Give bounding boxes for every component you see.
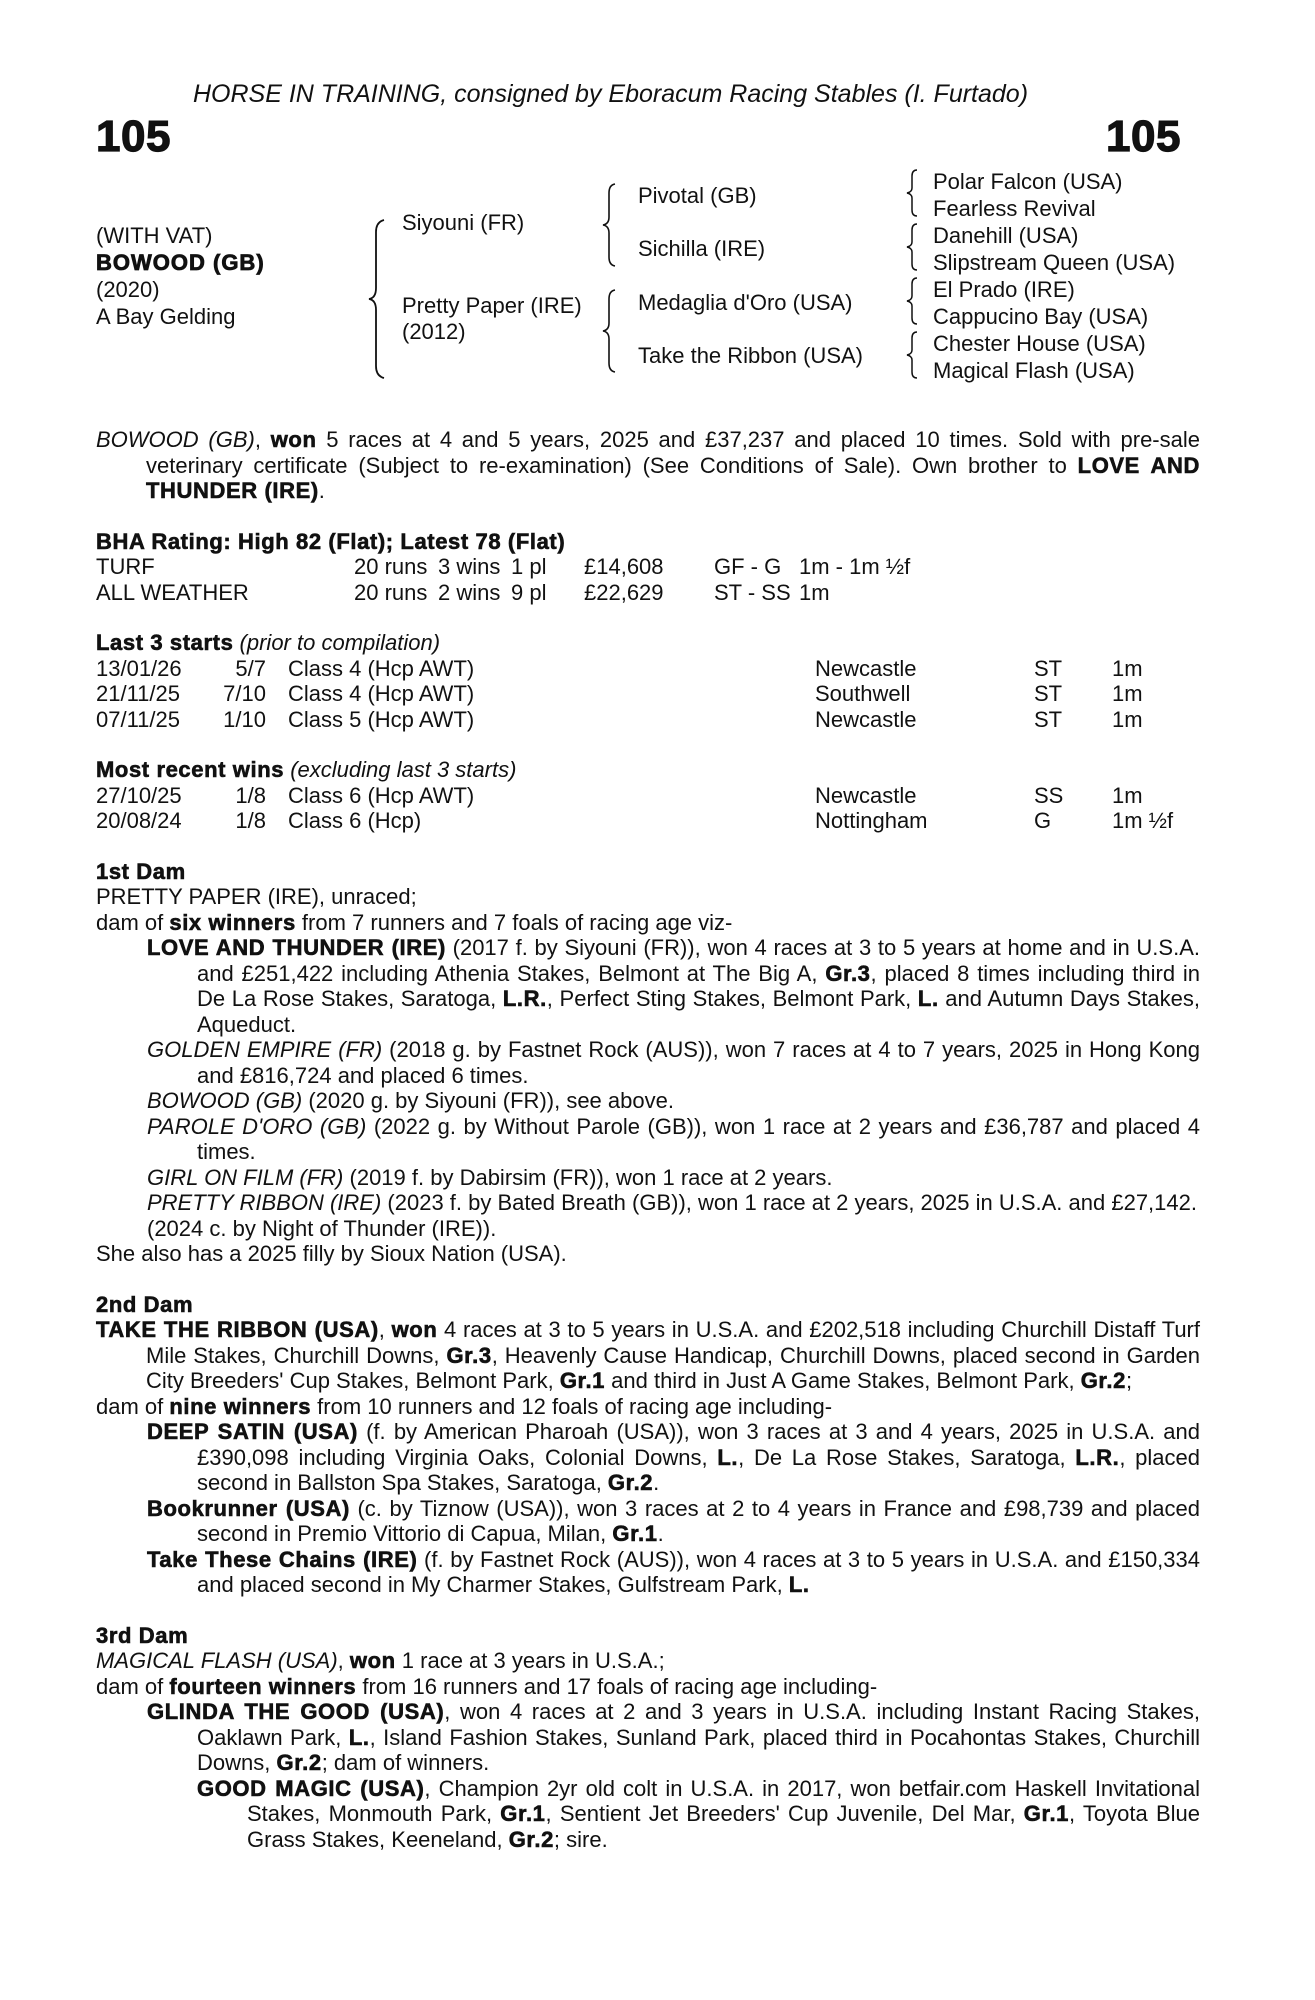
grade: Gr.2: [508, 1826, 554, 1852]
class-cell: Class 4 (Hcp AWT): [288, 681, 475, 706]
text: 4 races at 3 to 5 years in U.S.A. and £202,518 including Churchill Distaff Turf Mile Stakes, Churchill Downs,: [146, 1317, 1200, 1368]
text: (2023 f. by Bated Breath (GB)), won 1 race at 2 years, 2025 in U.S.A. and £27,142.: [381, 1190, 1197, 1215]
grade: Gr.2: [276, 1750, 322, 1775]
wins-cell: 2 wins: [438, 579, 501, 605]
won-label: won: [391, 1317, 438, 1342]
position-cell: 7/10: [223, 681, 266, 706]
grade: L.R.: [1075, 1444, 1120, 1470]
pedigree-brace-g3-1: [904, 168, 920, 218]
surface-cell: TURF: [96, 554, 155, 579]
grade: Gr.1: [559, 1368, 606, 1393]
text: , Perfect Sting Stakes, Belmont Park,: [546, 986, 918, 1011]
text: from 16 runners and 17 foals of racing age including-: [356, 1673, 878, 1699]
recent-wins-note: (excluding last 3 starts): [290, 757, 517, 782]
pedigree-sire-sire: Pivotal (GB): [638, 183, 757, 208]
pedigree-g3-2: Fearless Revival: [933, 196, 1096, 221]
recent-win-row: [96, 808, 1200, 834]
class-cell: Class 5 (Hcp AWT): [288, 706, 475, 732]
course-cell: Newcastle: [815, 655, 917, 681]
position-cell: 1/10: [223, 706, 266, 732]
text: from 7 runners and 7 foals of racing age viz-: [295, 909, 733, 935]
text: (2018 g. by Fastnet Rock (AUS)), won 7 races at 4 to 7 years, 2025 in Hong Kong and £816,724 and placed 6 times.: [197, 1037, 1200, 1088]
text: , Island Fashion Stakes, Sunland Park, placed third in Pocahontas Stakes, Churchill Downs,: [197, 1724, 1200, 1775]
rating-table: [96, 554, 1200, 605]
first-dam-heading: 1st Dam: [96, 858, 186, 884]
surface-cell: ST: [1034, 706, 1063, 732]
progeny-entry: [147, 1699, 1200, 1776]
runs-cell: 20 runs: [354, 554, 428, 579]
date-cell: 13/01/26: [96, 655, 182, 681]
vat-note: (WITH VAT): [96, 223, 213, 248]
last-start-row: [96, 707, 1200, 733]
lot-number-right: 105: [1106, 112, 1181, 161]
third-dam-name: MAGICAL FLASH (USA): [96, 1648, 338, 1673]
surface-cell: ALL WEATHER: [96, 579, 249, 605]
position-cell: 1/8: [235, 782, 266, 808]
progeny-entry: [147, 1496, 1200, 1547]
progeny-name: PAROLE D'ORO (GB): [147, 1113, 367, 1139]
distance-cell: 1m: [1112, 782, 1143, 808]
pedigree-brace-g3-3: [904, 276, 920, 326]
date-cell: 20/08/24: [96, 808, 182, 833]
recent-win-row: [96, 783, 1200, 809]
winners-count: six winners: [169, 909, 296, 935]
placed-cell: 9 pl: [511, 579, 547, 605]
recent-wins-heading: [96, 757, 1200, 783]
grade: L.: [717, 1444, 739, 1470]
text: .: [653, 1470, 660, 1495]
course-cell: Newcastle: [815, 782, 917, 808]
course-cell: Newcastle: [815, 706, 917, 732]
text: ,: [378, 1317, 392, 1342]
text: (2019 f. by Dabirsim (FR)), won 1 race at 2 years.: [343, 1164, 833, 1190]
wins-cell: 3 wins: [438, 554, 501, 579]
progeny-name: GIRL ON FILM (FR): [147, 1164, 344, 1190]
date-cell: 21/11/25: [96, 681, 181, 706]
last-starts-heading: [96, 630, 1200, 656]
text: , won 4 races at 2 and 3 years in U.S.A. including Instant Racing Stakes, Oaklawn Park,: [197, 1699, 1201, 1750]
lot-number-left: 105: [96, 112, 171, 161]
text: (2020 g. by Siyouni (FR)), see above.: [302, 1088, 674, 1113]
progeny-name: Bookrunner (USA): [147, 1495, 350, 1521]
pedigree-sire: Siyouni (FR): [402, 210, 525, 235]
summary-brother: LOVE AND THUNDER (IRE): [146, 452, 1200, 503]
grade: Gr.2: [1080, 1368, 1126, 1393]
placed-cell: 1 pl: [511, 554, 547, 579]
third-dam-record: [96, 1648, 1200, 1674]
pedigree-brace-gen1: [366, 218, 388, 380]
text: , Toyota Blue Grass Stakes, Keeneland,: [247, 1801, 1200, 1852]
text: dam of: [96, 1673, 170, 1699]
text: , De La Rose Stakes, Saratoga,: [738, 1444, 1076, 1470]
third-dam-heading: 3rd Dam: [96, 1622, 189, 1648]
last-start-row: [96, 656, 1200, 682]
pedigree-dam-sire: Medaglia d'Oro (USA): [638, 290, 853, 315]
text: ; sire.: [553, 1826, 608, 1852]
progeny-name: LOVE AND THUNDER (IRE): [147, 935, 446, 960]
progeny-entry: [147, 1037, 1200, 1088]
last-starts-note: (prior to compilation): [239, 630, 441, 655]
runs-cell: 20 runs: [354, 579, 428, 605]
class-cell: Class 6 (Hcp AWT): [288, 782, 475, 808]
summary-end: .: [318, 478, 325, 503]
pedigree-g3-3: Danehill (USA): [933, 223, 1079, 248]
recent-wins-title: Most recent wins: [96, 757, 285, 782]
rating-row: [96, 580, 1200, 606]
last-starts-table: [96, 656, 1200, 733]
text: (c. by Tiznow (USA)), won 3 races at 2 to 4 years in France and £98,739 and placed second in Premio Vittorio di Capua, Milan,: [197, 1495, 1200, 1546]
foaling-year: (2020): [96, 277, 160, 302]
grade: L.: [348, 1724, 370, 1750]
going-cell: GF - G: [714, 554, 782, 579]
grade: Gr.3: [825, 960, 871, 986]
surface-cell: ST: [1034, 681, 1063, 706]
pedigree-g3-4: Slipstream Queen (USA): [933, 250, 1176, 275]
text: ,: [337, 1648, 350, 1673]
text: (f. by American Pharoah (USA)), won 3 races at 3 and 4 years, 2025 in U.S.A. and £390,098 including Virginia Oaks, Colonial Downs,: [197, 1419, 1200, 1470]
surface-cell: ST: [1034, 655, 1063, 681]
progeny-entry: [147, 935, 1200, 1037]
going-cell: ST - SS: [714, 579, 791, 605]
text: 1 race at 3 years in U.S.A.;: [395, 1648, 665, 1673]
date-cell: 27/10/25: [96, 782, 182, 808]
progeny-entry-nested: [197, 1776, 1200, 1853]
progeny-name: GOOD MAGIC (USA): [197, 1775, 425, 1801]
text: , Heavenly Cause Handicap, Churchill Downs, placed second in Garden City Breeders' Cup Stakes, Belmont Park,: [146, 1342, 1200, 1393]
pedigree-dam-year: (2012): [402, 319, 466, 344]
text: (f. by Fastnet Rock (AUS)), won 4 races at 3 to 5 years in U.S.A. and £150,334 and placed second in My Charmer Stakes, Gulfstream Park,: [197, 1546, 1201, 1597]
progeny-entry: [147, 1088, 1200, 1114]
course-cell: Southwell: [815, 681, 911, 706]
distance-cell: 1m: [1112, 681, 1143, 706]
pedigree-brace-g3-4: [904, 330, 920, 380]
rating-row: [96, 554, 1200, 580]
surface-cell: G: [1034, 808, 1052, 833]
position-cell: 5/7: [235, 655, 266, 681]
progeny-name: DEEP SATIN (USA): [147, 1419, 358, 1444]
progeny-entry: [147, 1114, 1200, 1165]
summary-horse-name: BOWOOD (GB): [96, 427, 255, 452]
horse-identity: [96, 222, 265, 330]
date-cell: 07/11/25: [96, 706, 181, 732]
second-dam-name: TAKE THE RIBBON (USA): [96, 1317, 379, 1342]
distance-cell: 1m: [1112, 655, 1143, 681]
last-starts-title: Last 3 starts: [96, 630, 234, 655]
second-dam-heading: 2nd Dam: [96, 1291, 194, 1317]
grade: Gr.2: [607, 1470, 654, 1495]
won-label: won: [349, 1648, 396, 1673]
progeny-entry: [147, 1165, 1200, 1191]
horse-description: A Bay Gelding: [96, 304, 236, 329]
bha-rating-heading: BHA Rating: High 82 (Flat); Latest 78 (Flat): [96, 528, 566, 554]
second-dam-record: [96, 1317, 1200, 1394]
text: and third in Just A Game Stakes, Belmont Park,: [605, 1368, 1081, 1393]
prize-cell: £14,608: [584, 554, 664, 579]
catalogue-body: [96, 427, 1200, 1852]
class-cell: Class 4 (Hcp AWT): [288, 655, 475, 681]
distance-cell: 1m: [799, 579, 830, 605]
text: ;: [1125, 1368, 1133, 1393]
third-dam-produce-summary: [96, 1674, 1200, 1700]
catalogue-header: HORSE IN TRAINING, consigned by Eboracum Racing Stables (I. Furtado): [193, 80, 1029, 108]
grade: L.: [788, 1572, 810, 1597]
progeny-entry: (2024 c. by Night of Thunder (IRE)).: [147, 1215, 497, 1241]
text: dam of: [96, 1393, 170, 1419]
text: dam of: [96, 909, 170, 935]
text: , Champion 2yr old colt in U.S.A. in 2017, won betfair.com Haskell Invitational Stakes, Monmouth Park,: [247, 1775, 1200, 1826]
grade: Gr.3: [446, 1342, 492, 1368]
recent-wins-table: [96, 783, 1200, 834]
first-dam-produce-summary: [96, 910, 1200, 936]
text: , placed second in Ballston Spa Stakes, Saratoga,: [197, 1444, 1201, 1495]
progeny-entry: [147, 1419, 1200, 1496]
winners-count: nine winners: [169, 1393, 312, 1419]
position-cell: 1/8: [235, 808, 266, 833]
progeny-entry: [147, 1190, 1200, 1216]
text: , placed 8 times including third in De La Rose Stakes, Saratoga,: [197, 960, 1201, 1011]
text: ; dam of winners.: [321, 1750, 490, 1775]
text: , Sentient Jet Breeders' Cup Juvenile, Del Mar,: [545, 1801, 1024, 1826]
pedigree-brace-dam: [600, 288, 618, 374]
class-cell: Class 6 (Hcp): [288, 808, 422, 833]
grade: L.R.: [502, 986, 547, 1011]
pedigree-g3-8: Magical Flash (USA): [933, 358, 1135, 383]
pedigree-g3-7: Chester House (USA): [933, 331, 1146, 356]
progeny-entry: [147, 1547, 1200, 1598]
text: and Autumn Days Stakes, Aqueduct.: [197, 986, 1200, 1037]
progeny-name: Take These Chains (IRE): [147, 1546, 418, 1572]
distance-cell: 1m ½f: [1112, 808, 1174, 833]
race-summary: BOWOOD (GB), won 5 races at 4 and 5 years, 2025 and £37,237 and placed 10 times. Sold with pre-sale veterinary certificate (Subject to re-examination) (See Conditions of Sale). Own brother to LOVE AND THUNDER (IRE).: [96, 427, 1200, 503]
pedigree-sire-dam: Sichilla (IRE): [638, 236, 766, 261]
distance-cell: 1m - 1m ½f: [799, 554, 911, 579]
grade: Gr.1: [1023, 1801, 1070, 1826]
second-dam-produce-summary: [96, 1394, 1200, 1420]
last-start-row: [96, 681, 1200, 707]
grade: L.: [917, 986, 939, 1011]
pedigree-brace-sire: [600, 182, 618, 268]
text: from 10 runners and 12 foals of racing age including-: [311, 1393, 833, 1419]
text: (2022 g. by Without Parole (GB)), won 1 race at 2 years and £36,787 and placed 4 times.: [197, 1113, 1200, 1164]
winners-count: fourteen winners: [169, 1673, 357, 1699]
grade: Gr.1: [500, 1801, 546, 1826]
text: (2017 f. by Siyouni (FR)), won 4 races at 3 to 5 years at home and in U.S.A. and £251,422 including Athenia Stakes, Belmont at The Big A,: [197, 935, 1200, 986]
distance-cell: 1m: [1112, 706, 1143, 732]
pedigree-brace-g3-2: [904, 222, 920, 272]
first-dam-intro: PRETTY PAPER (IRE), unraced;: [96, 884, 417, 909]
first-dam-footer: She also has a 2025 filly by Sioux Nation (USA).: [96, 1241, 567, 1266]
pedigree-g3-1: Polar Falcon (USA): [933, 169, 1123, 194]
progeny-name: BOWOOD (GB): [147, 1088, 303, 1113]
progeny-name: GOLDEN EMPIRE (FR): [147, 1037, 383, 1062]
pedigree-dam-dam: Take the Ribbon (USA): [638, 343, 863, 368]
prize-cell: £22,629: [584, 579, 664, 605]
pedigree-g3-6: Cappucino Bay (USA): [933, 304, 1149, 329]
summary-text: 5 races at 4 and 5 years, 2025 and £37,237 and placed 10 times. Sold with pre-sale veterinary certificate (Subject to re-examination) (See Conditions of Sale). Own brother to: [146, 427, 1200, 478]
summary-won: won: [270, 427, 317, 452]
pedigree-g3-5: El Prado (IRE): [933, 277, 1075, 302]
horse-name: BOWOOD (GB): [96, 250, 265, 275]
text: .: [657, 1521, 664, 1546]
course-cell: Nottingham: [815, 808, 928, 833]
surface-cell: SS: [1034, 782, 1064, 808]
grade: Gr.1: [612, 1521, 658, 1546]
progeny-name: PRETTY RIBBON (IRE): [147, 1190, 382, 1215]
progeny-name: GLINDA THE GOOD (USA): [147, 1699, 445, 1724]
pedigree-dam: Pretty Paper (IRE): [402, 293, 582, 318]
